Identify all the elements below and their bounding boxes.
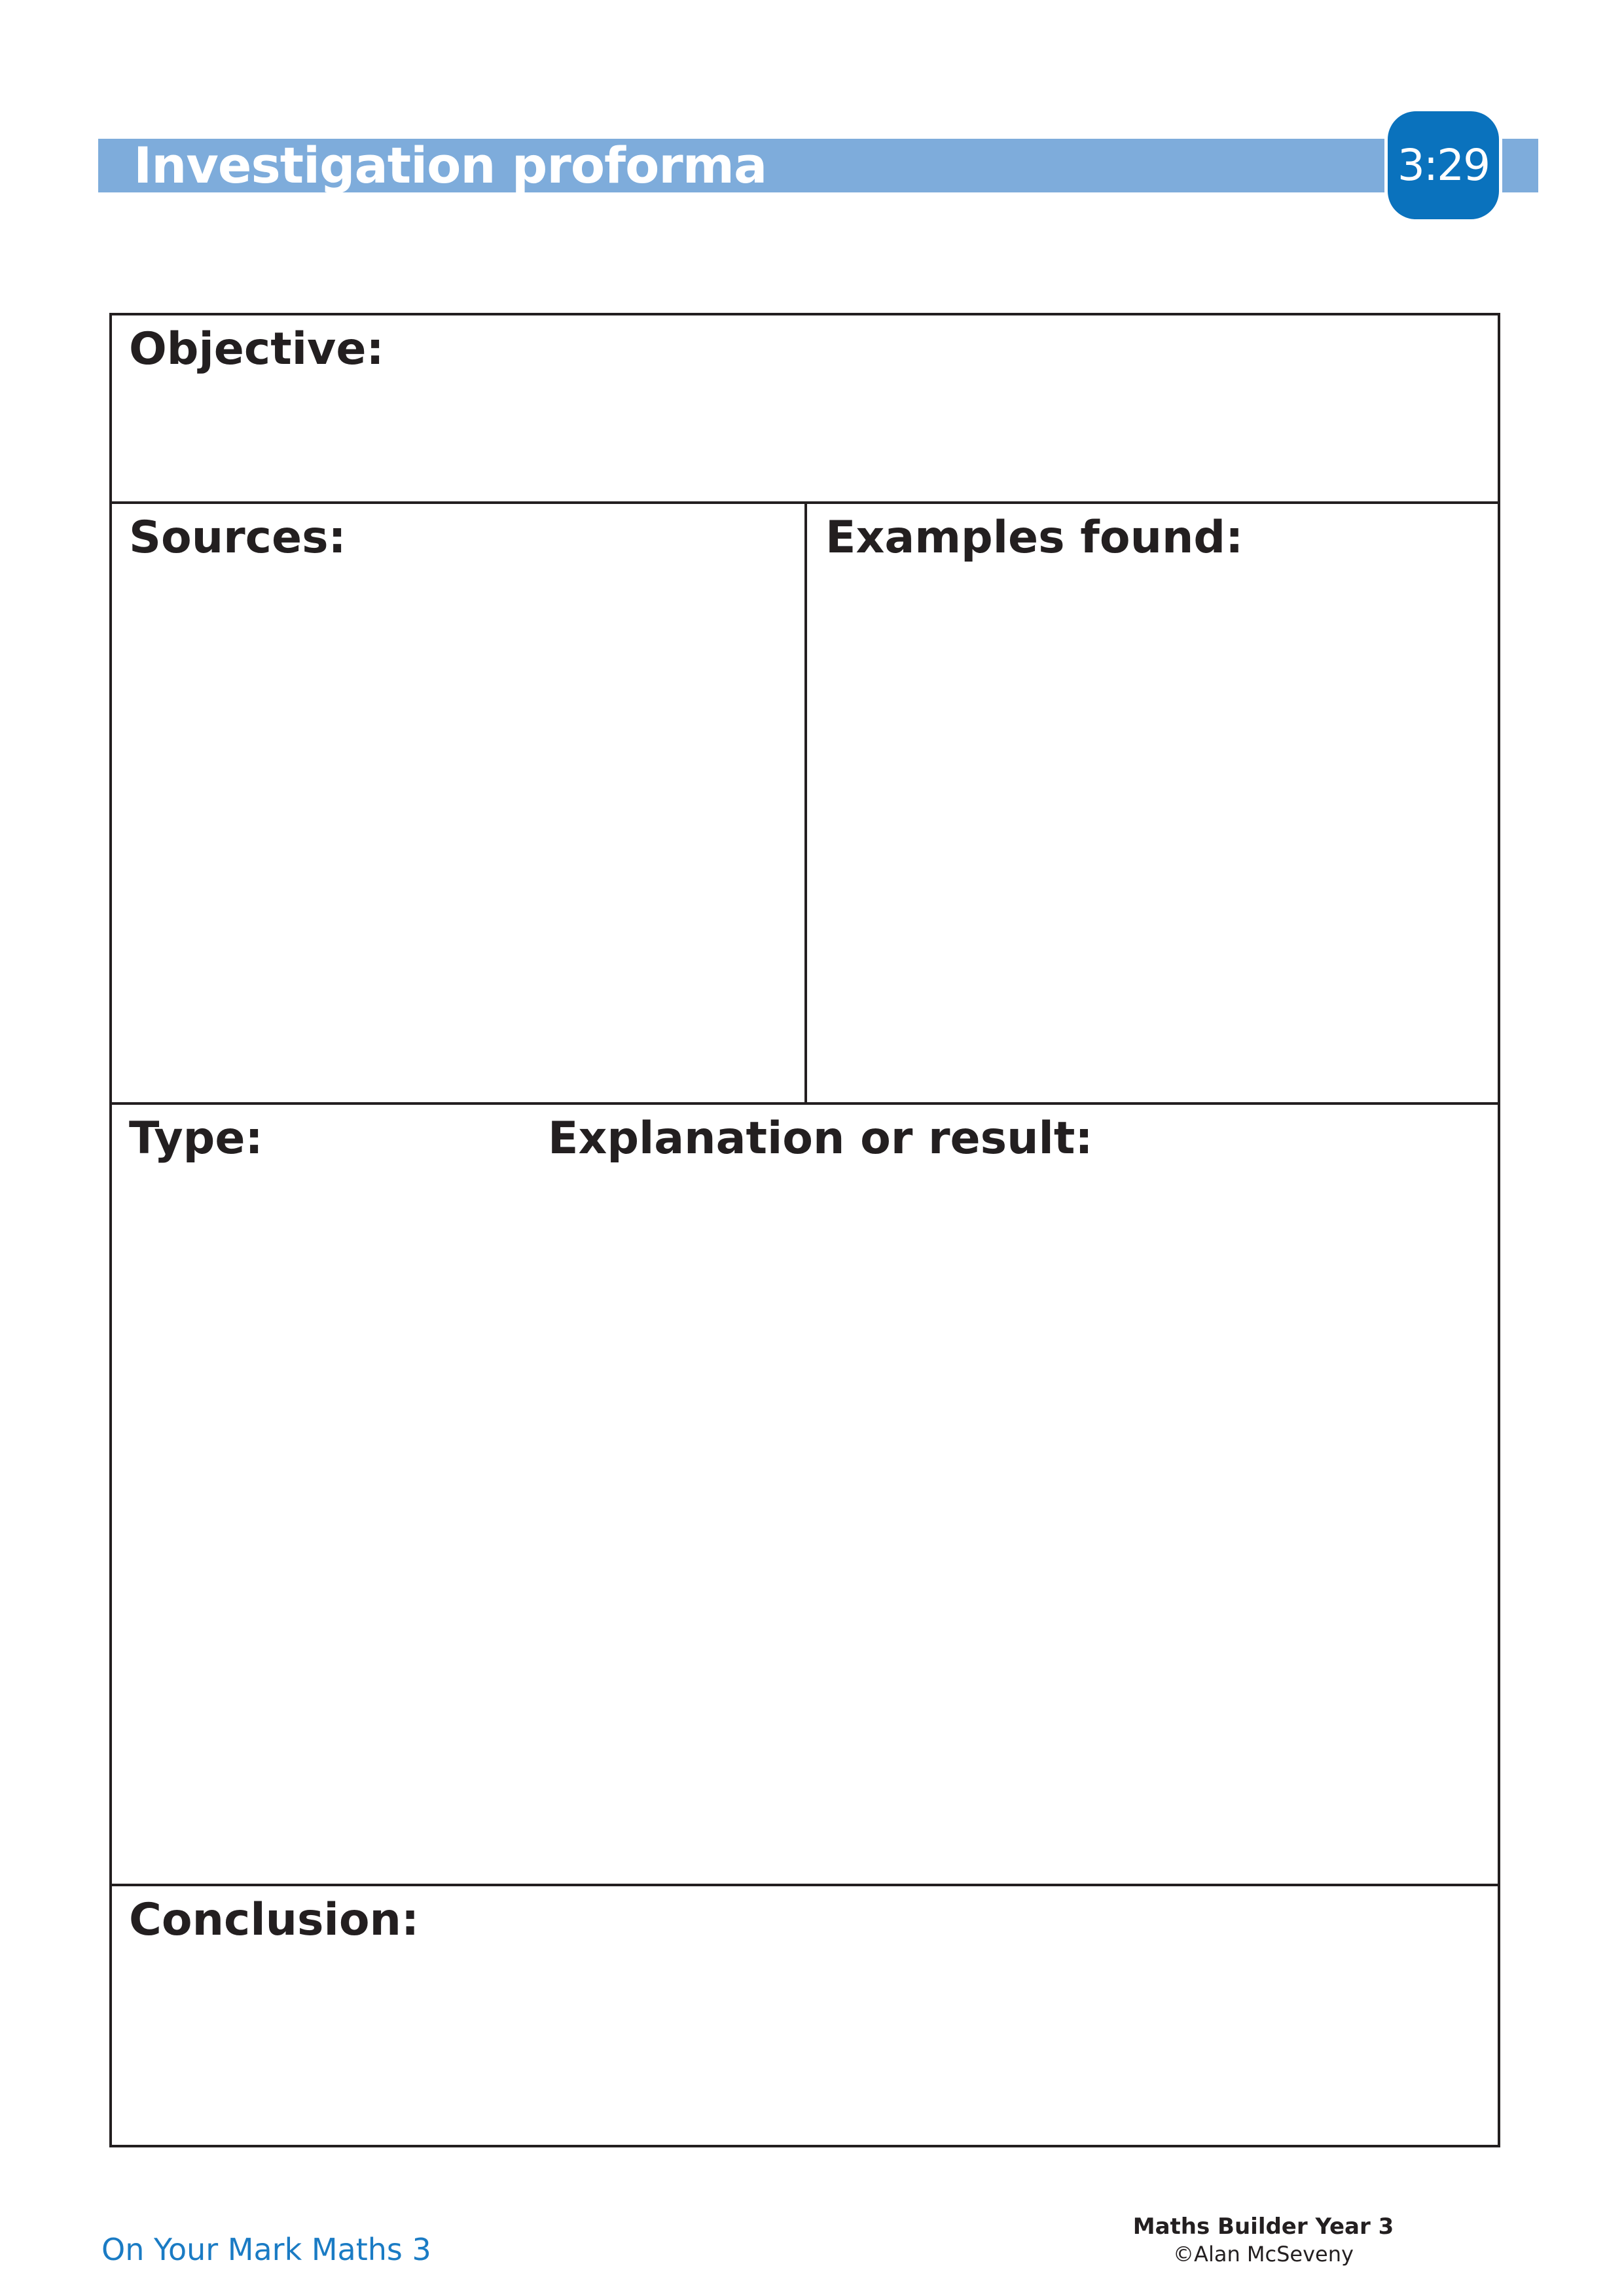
footer-series: On Your Mark Maths 3	[101, 2232, 431, 2267]
examples-label: Examples found:	[825, 512, 1244, 564]
sources-label: Sources:	[129, 512, 346, 564]
conclusion-label: Conclusion:	[129, 1894, 420, 1946]
footer-credits	[1074, 2212, 1453, 2267]
examples-section[interactable]	[807, 504, 1498, 1102]
page-number: 3:29	[1397, 140, 1490, 190]
explanation-label: Explanation or result:	[548, 1113, 1093, 1164]
title-bar	[98, 136, 1538, 194]
footer-copyright: ©Alan McSeveny	[1173, 2242, 1354, 2267]
conclusion-section[interactable]	[112, 1886, 1498, 2145]
objective-label: Objective:	[129, 323, 384, 375]
type-explanation-section[interactable]	[112, 1105, 1498, 1884]
page-number-badge	[1384, 108, 1502, 223]
footer-book-title: Maths Builder Year 3	[1132, 2214, 1394, 2240]
investigation-form	[109, 313, 1500, 2147]
page-title: Investigation proforma	[134, 136, 767, 194]
type-label: Type:	[129, 1113, 263, 1164]
objective-section[interactable]	[112, 315, 1498, 501]
sources-section[interactable]	[112, 504, 804, 1102]
